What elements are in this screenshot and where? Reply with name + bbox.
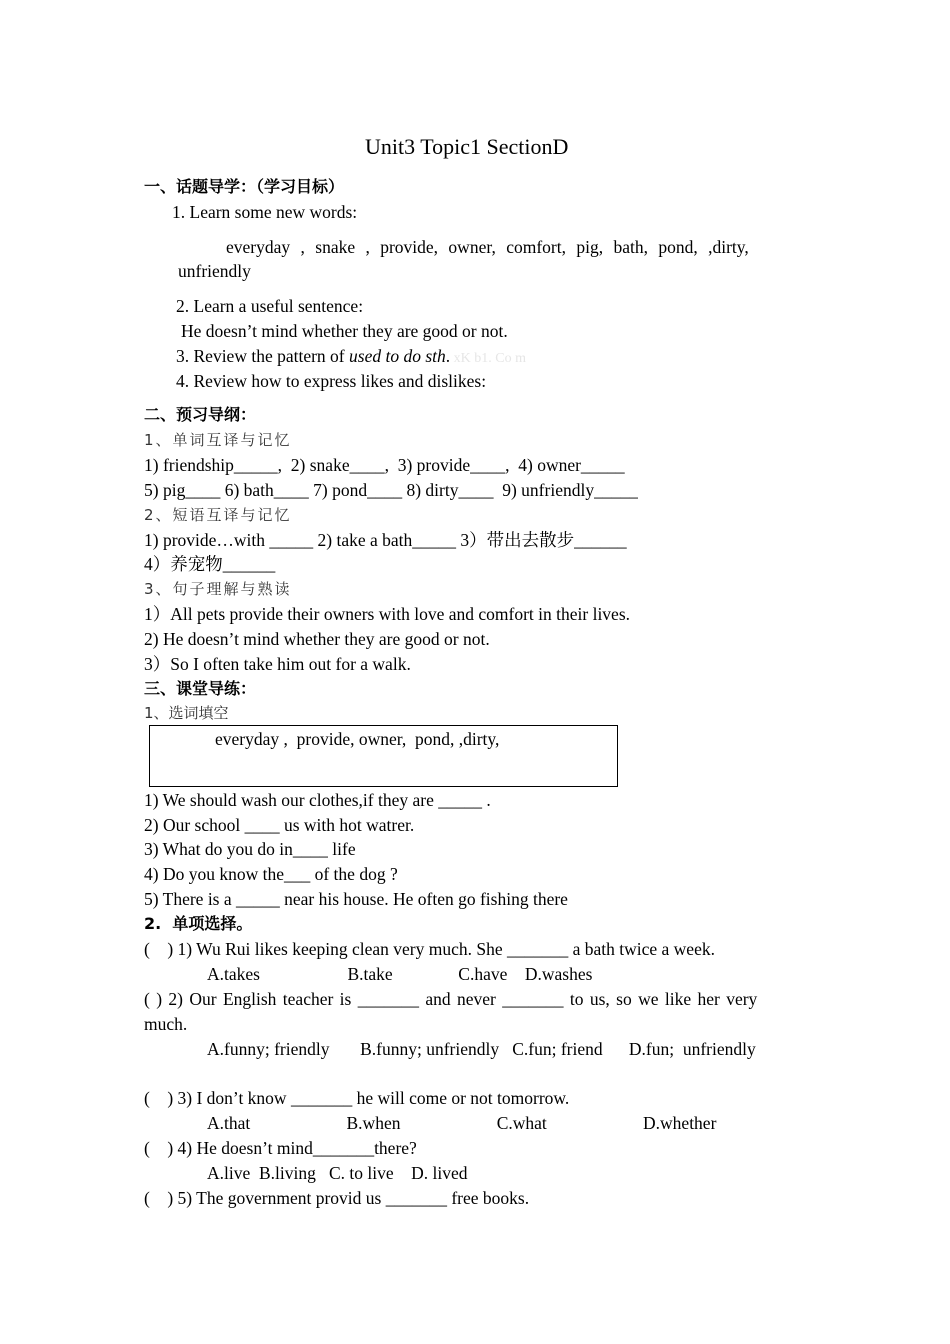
subheading-fill-in: 1、选词填空 <box>144 704 229 722</box>
choice-question-3: ( ) 3) I don’t know _______ he will come or not tomorrow. <box>144 1088 570 1108</box>
subheading-choice: 2. 单项选择。 <box>144 914 253 933</box>
objective-4: 4. Review how to express likes and dislikes: <box>176 371 487 391</box>
section-heading-1: 一、话题导学：（学习目标） <box>144 177 345 196</box>
choice-question-1: ( ) 1) Wu Rui likes keeping clean very much. She _______ a bath twice a week. <box>144 939 715 959</box>
fill-question-1: 1) We should wash our clothes,if they are _____ . <box>144 790 491 810</box>
fill-question-3: 3) What do you do in____ life <box>144 839 356 859</box>
new-words-list <box>178 235 806 283</box>
subheading-sentences: 3、句子理解与熟读 <box>144 580 292 598</box>
word-line-2: 5) pig____ 6) bath____ 7) pond____ 8) dirty____ 9) unfriendly_____ <box>144 480 638 500</box>
objective-2: 2. Learn a useful sentence: <box>176 296 364 316</box>
sentence-1: 1）All pets provide their owners with love and comfort in their lives. <box>144 604 631 624</box>
section-heading-2: 二、预习导纲： <box>144 405 257 424</box>
word-line-1: 1) friendship_____, 2) snake____, 3) provide____, 4) owner_____ <box>144 455 625 475</box>
objective-3 <box>176 345 526 370</box>
word-bank-box <box>149 725 618 787</box>
watermark: xK b1. Co m <box>450 351 526 366</box>
pattern-text: used to do sth <box>349 346 446 366</box>
sentence-3: 3）So I often take him out for a walk. <box>144 654 411 674</box>
objective-1: 1. Learn some new words: <box>172 202 358 222</box>
word-bank-text: everyday , provide, owner, pond, ,dirty, <box>215 729 500 749</box>
phrase-line-1: 1) provide…with _____ 2) take a bath_____ 3）带出去散步______ <box>144 530 627 550</box>
choice-question-5: ( ) 5) The government provid us _______ free books. <box>144 1188 530 1208</box>
phrase-line-2: 4）养宠物______ <box>144 554 276 574</box>
choice-options-2: A.funny; friendly B.funny; unfriendly C.fun; friend D.fun; unfriendly <box>207 1039 756 1059</box>
useful-sentence: He doesn’t mind whether they are good or not. <box>181 321 508 341</box>
sentence-2: 2) He doesn’t mind whether they are good or not. <box>144 629 490 649</box>
choice-options-1: A.takes B.take C.have D.washes <box>207 964 593 984</box>
new-words-text: everyday , snake , provide, owner, comfort, pig, bath, pond, ,dirty, unfriendly <box>178 237 749 281</box>
objective-3-end: . <box>445 346 451 366</box>
fill-question-4: 4) Do you know the___ of the dog ? <box>144 864 398 884</box>
fill-question-2: 2) Our school ____ us with hot watrer. <box>144 815 415 835</box>
section-heading-3: 三、课堂导练： <box>144 679 257 698</box>
subheading-words: 1、单词互译与记忆 <box>144 431 292 449</box>
subheading-phrases: 2、短语互译与记忆 <box>144 506 292 524</box>
fill-question-5: 5) There is a _____ near his house. He often go fishing there <box>144 889 568 909</box>
choice-options-4: A.live B.living C. to live D. lived <box>207 1163 468 1183</box>
choice-question-2: ( ) 2) Our English teacher is _______ and never _______ to us, so we like her very much. <box>144 989 758 1034</box>
page-title: Unit3 Topic1 SectionD <box>365 134 569 159</box>
objective-3-text: 3. Review the pattern of <box>176 346 350 366</box>
choice-options-3: A.that B.when C.what D.whether <box>207 1113 717 1133</box>
choice-question-4: ( ) 4) He doesn’t mind_______there? <box>144 1138 417 1158</box>
